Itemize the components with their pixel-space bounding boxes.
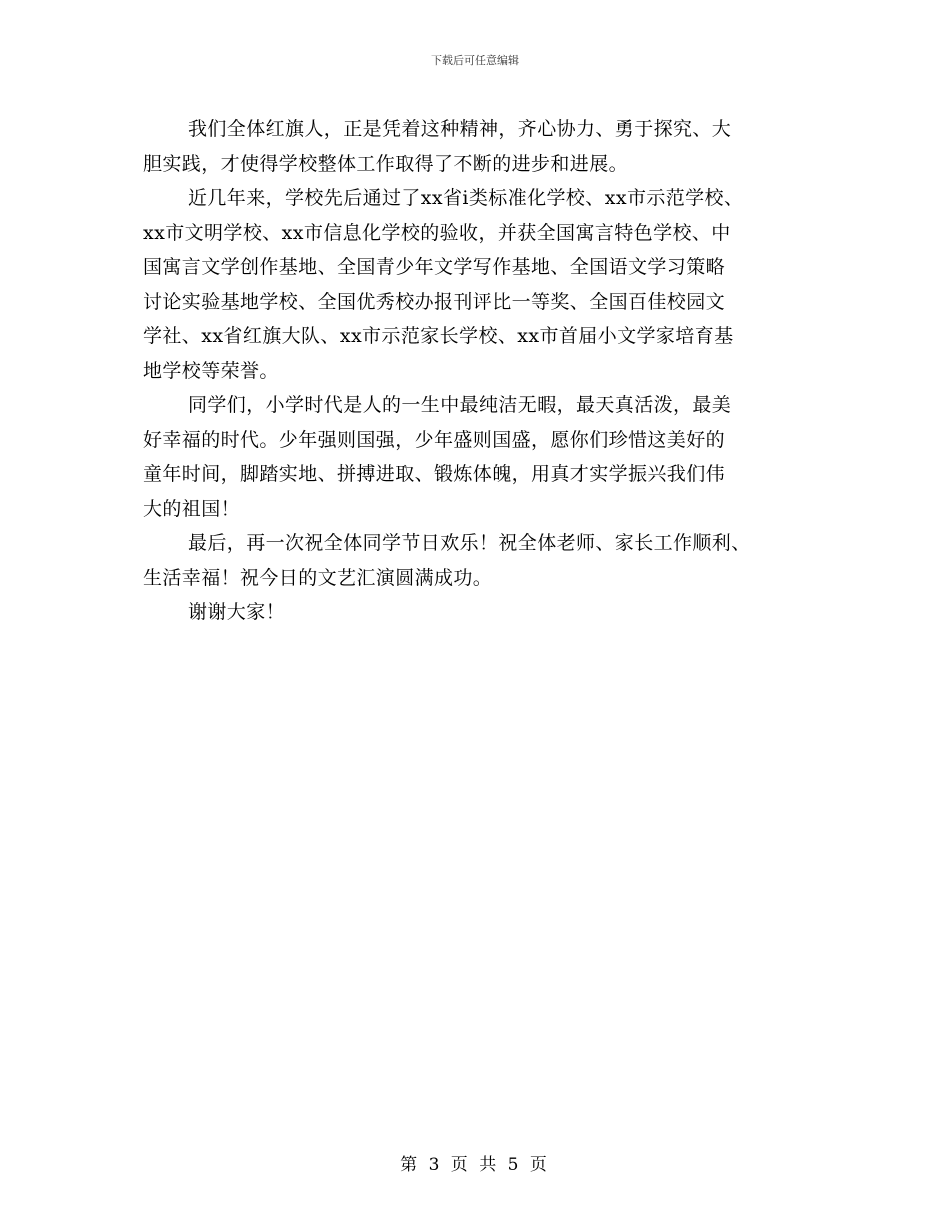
paragraph-1-line-2: 胆实践，才使得学校整体工作取得了不断的进步和进展。 <box>143 152 629 175</box>
paragraph-2-line-2: xx市文明学校、xx市信息化学校的验收，并获全国寓言特色学校、中 <box>143 221 731 244</box>
paragraph-2-line-4: 讨论实验基地学校、全国优秀校办报刊评比一等奖、全国百佳校园文 <box>143 290 726 313</box>
paragraph-3-line-3: 童年时间，脚踏实地、拼搏进取、锻炼体魄，用真才实学振兴我们伟 <box>143 463 726 485</box>
paragraph-1-line-1: 我们全体红旗人，正是凭着这种精神，齐心协力、勇于探究、大 <box>188 118 732 140</box>
paragraph-3-line-2: 好幸福的时代。少年强则国强，少年盛则国盛，愿你们珍惜这美好的 <box>143 428 726 451</box>
paragraph-3-line-4: 大的祖国！ <box>143 497 241 520</box>
page-header-note: 下载后可任意编辑 <box>431 54 519 67</box>
paragraph-4-line-2: 生活幸福！祝今日的文艺汇演圆满成功。 <box>143 566 493 589</box>
paragraph-2-line-6: 地学校等荣誉。 <box>143 359 279 382</box>
paragraph-2-line-1: 近几年来，学校先后通过了xx省i类标准化学校、xx市示范学校、 <box>188 187 744 209</box>
paragraph-2-line-3: 国寓言文学创作基地、全国青少年文学写作基地、全国语文学习策略 <box>143 256 726 278</box>
paragraph-2-line-5: 学社、xx省红旗大队、xx市示范家长学校、xx市首届小文学家培育基 <box>143 325 734 347</box>
paragraph-4-line-1: 最后，再一次祝全体同学节日欢乐！祝全体老师、家长工作顺利、 <box>188 532 751 554</box>
document-body <box>143 112 823 630</box>
paragraph-5-line-1: 谢谢大家！ <box>188 601 286 623</box>
page-number: 第 3 页 共 5 页 <box>400 1155 550 1175</box>
paragraph-3-line-1: 同学们，小学时代是人的一生中最纯洁无暇，最天真活泼，最美 <box>188 394 732 416</box>
